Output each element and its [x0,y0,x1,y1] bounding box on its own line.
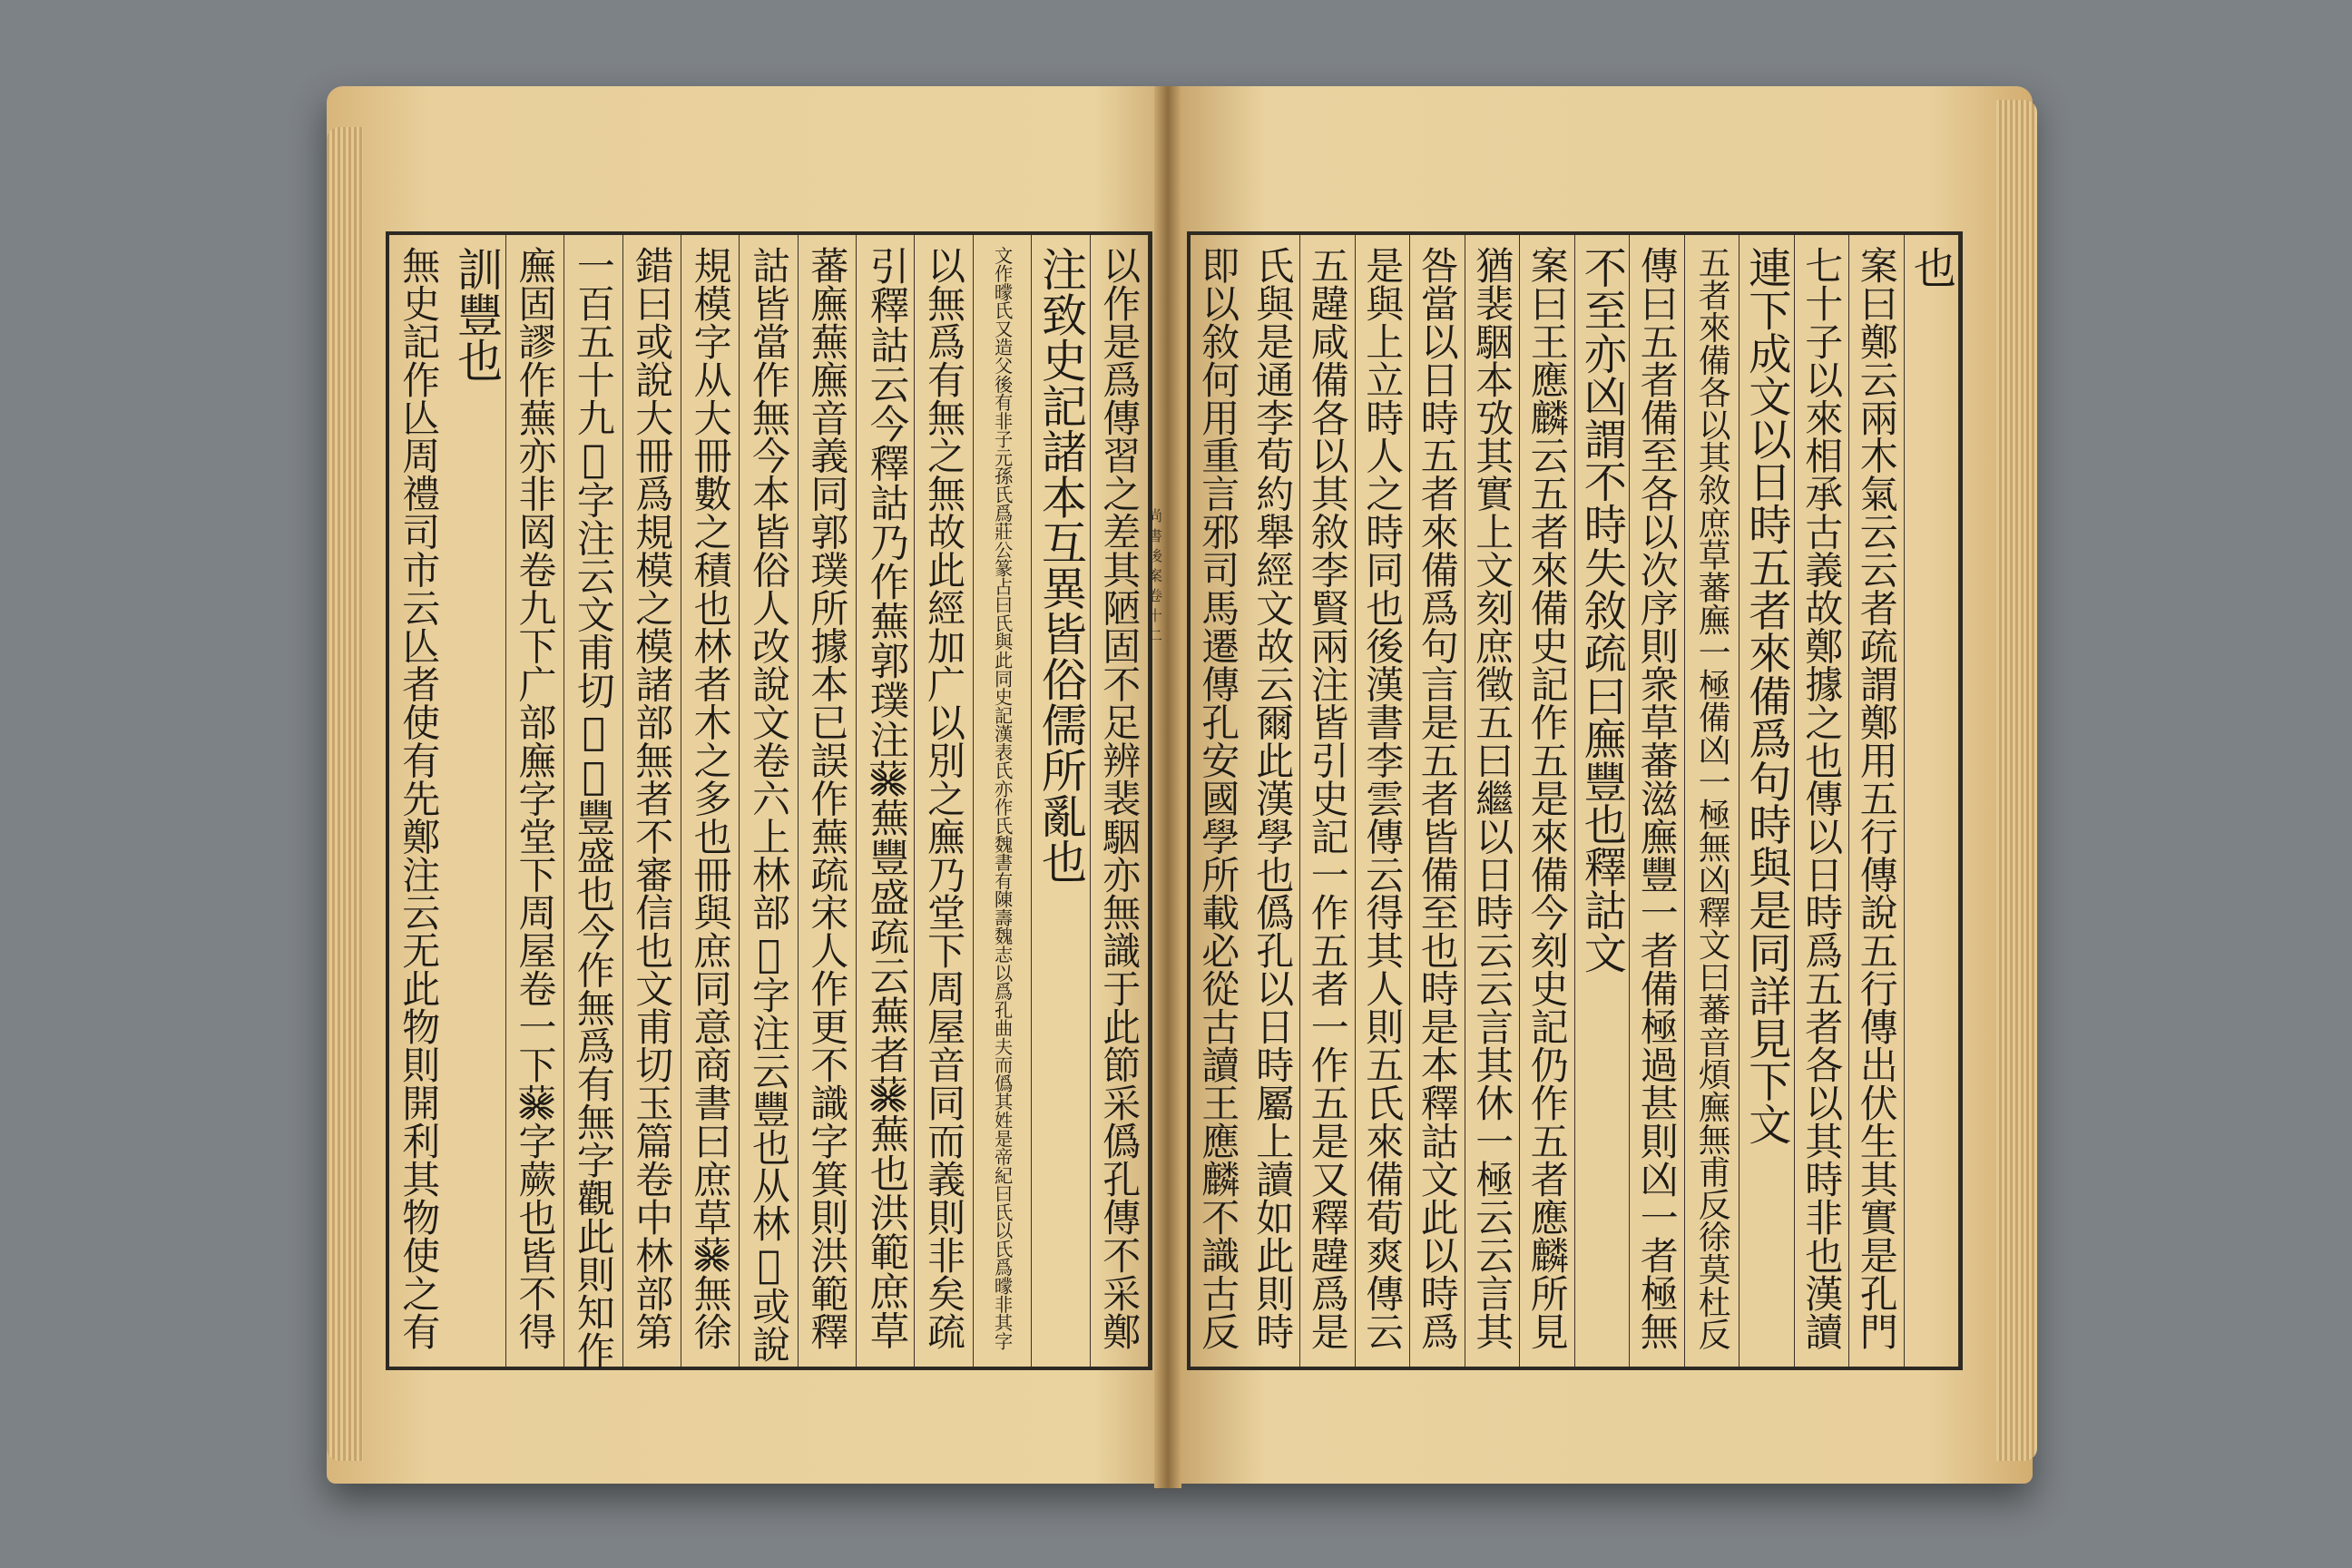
left-page-edges [327,127,363,1461]
text-column [1032,235,1090,1367]
text-column [974,235,1032,1367]
column-text: 七十子以來相承古義故鄭據之也傳以日時爲五者各以其時非也漢讀 [1799,246,1845,1350]
column-text: 引釋詁云今釋詁乃作蕪郭璞注𦮙蕪豐盛疏云蕪者𦮙蕪也洪範庶草 [863,246,909,1350]
text-column [1520,235,1575,1367]
text-column [623,235,681,1367]
text-column [1740,235,1795,1367]
text-column [1410,235,1465,1367]
text-column [389,235,447,1367]
column-text: 規模字从大冊數之積也林者木之多也冊與庶同意商書曰庶草𦮙無徐 [688,246,733,1350]
column-text: 案曰王應麟云五者來備史記作五是來備今刻史記仍作五者應麟所見 [1524,246,1570,1350]
text-column [1905,235,1960,1367]
column-text: 即以敘何用重言邪司馬遷傳孔安國學所載必從古讀王應麟不識古反 [1196,246,1241,1350]
column-text: 也 [1906,246,1956,289]
text-column [857,235,915,1367]
column-text: 文作𣋡氏又造父後有非子元孫氏爲莊公篆占曰氏與此同史記漢表氏亦作氏魏書有陳壽魏志以爲孔曲夫而僞其姓是帝紀曰氏以氏爲𣋡非其字 [991,246,1014,1350]
text-column [799,235,857,1367]
right-page [1187,231,1963,1370]
text-column [1091,235,1149,1367]
text-column [564,235,622,1367]
column-text: 詁皆當作無今本皆俗人改說文卷六上林部𣞣字注云豐也从林𣞤或說 [746,246,791,1363]
column-text: 氏與是通李荀約舉經文故云爾此漢學也僞孔以日時屬上讀如此則時 [1250,246,1296,1350]
right-page-edges [1996,100,2037,1461]
column-text: 注致史記諸本互異皆俗儒所亂也 [1034,246,1089,885]
text-column [1300,235,1356,1367]
column-text: 案曰鄭云兩木氣云云者疏謂鄭用五行傳說五行傳出伏生其實是孔門 [1854,246,1899,1350]
text-column [740,235,798,1367]
text-column [915,235,973,1367]
column-text: 以無爲有無之無故此經加广以別之廡乃堂下周屋音同而義則非矣疏 [922,246,967,1350]
column-text: 訓豐也 [450,246,505,383]
column-text: 蕃廡蕪廡音義同郭璞所據本已誤作蕪疏宋人作更不識字箕則洪範釋 [805,246,850,1350]
column-text: 傳曰五者備至各以次序則衆草蕃滋廡豐一者備極過甚則凶一者極無 [1634,246,1680,1350]
column-text: 一百五十九𣞣字注云文甫切𦮙𣞣豐盛也今作無爲有無字觀此則知作 [571,246,616,1369]
column-text: 是與上立時人之時同也後漢書李雲傳云得其人則五氏來備荀爽傳云 [1360,246,1406,1350]
text-column [1246,235,1301,1367]
text-column [506,235,564,1367]
column-text: 廡固謬作蕪亦非㒺卷九下广部廡字堂下周屋卷一下𦮙字蕨也皆不得 [513,246,558,1350]
text-column [1795,235,1850,1367]
text-column [1849,235,1905,1367]
column-text: 不至亦凶謂不時失敘疏曰廡豐也釋詁文 [1576,246,1627,975]
text-column [447,235,505,1367]
text-column [1685,235,1740,1367]
left-page [386,231,1152,1370]
column-text: 連下成文以日時五者來備爲句時與是同詳見下文 [1741,246,1792,1145]
text-column [1575,235,1631,1367]
column-text: 五者來備各以其敘庶草蕃廡一極備凶一極無凶釋文曰蕃音煩廡無甫反徐莫杜反 [1693,246,1731,1350]
column-text: 錯曰或說大冊爲規模之模諸部無者不審信也文甫切玉篇卷中林部第 [630,246,675,1350]
text-column [1630,235,1685,1367]
column-text: 五韙咸備各以其敘李賢兩注皆引史記一作五者一作五是又釋韙爲是 [1305,246,1350,1350]
spine-title-text: 尚書後案卷十二 [1145,508,1163,648]
column-text: 以作是爲傳習之差其陋固不足辨裴駰亦無識于此節采僞孔傳不采鄭 [1097,246,1142,1350]
column-text: 咎當以日時五者來備爲句言是五者皆備至也時是本釋詁文此以時爲 [1415,246,1460,1350]
text-column [681,235,740,1367]
text-column [1465,235,1521,1367]
text-column [1356,235,1411,1367]
text-column [1191,235,1246,1367]
column-text: 猶裴駰本攷其實上文刻庶徵五曰繼以日時云云言其休一極云云言其 [1470,246,1515,1350]
column-text: 無史記作亾周禮司市云亾者使有先鄭注云无此物則開利其物使之有 [397,246,442,1350]
